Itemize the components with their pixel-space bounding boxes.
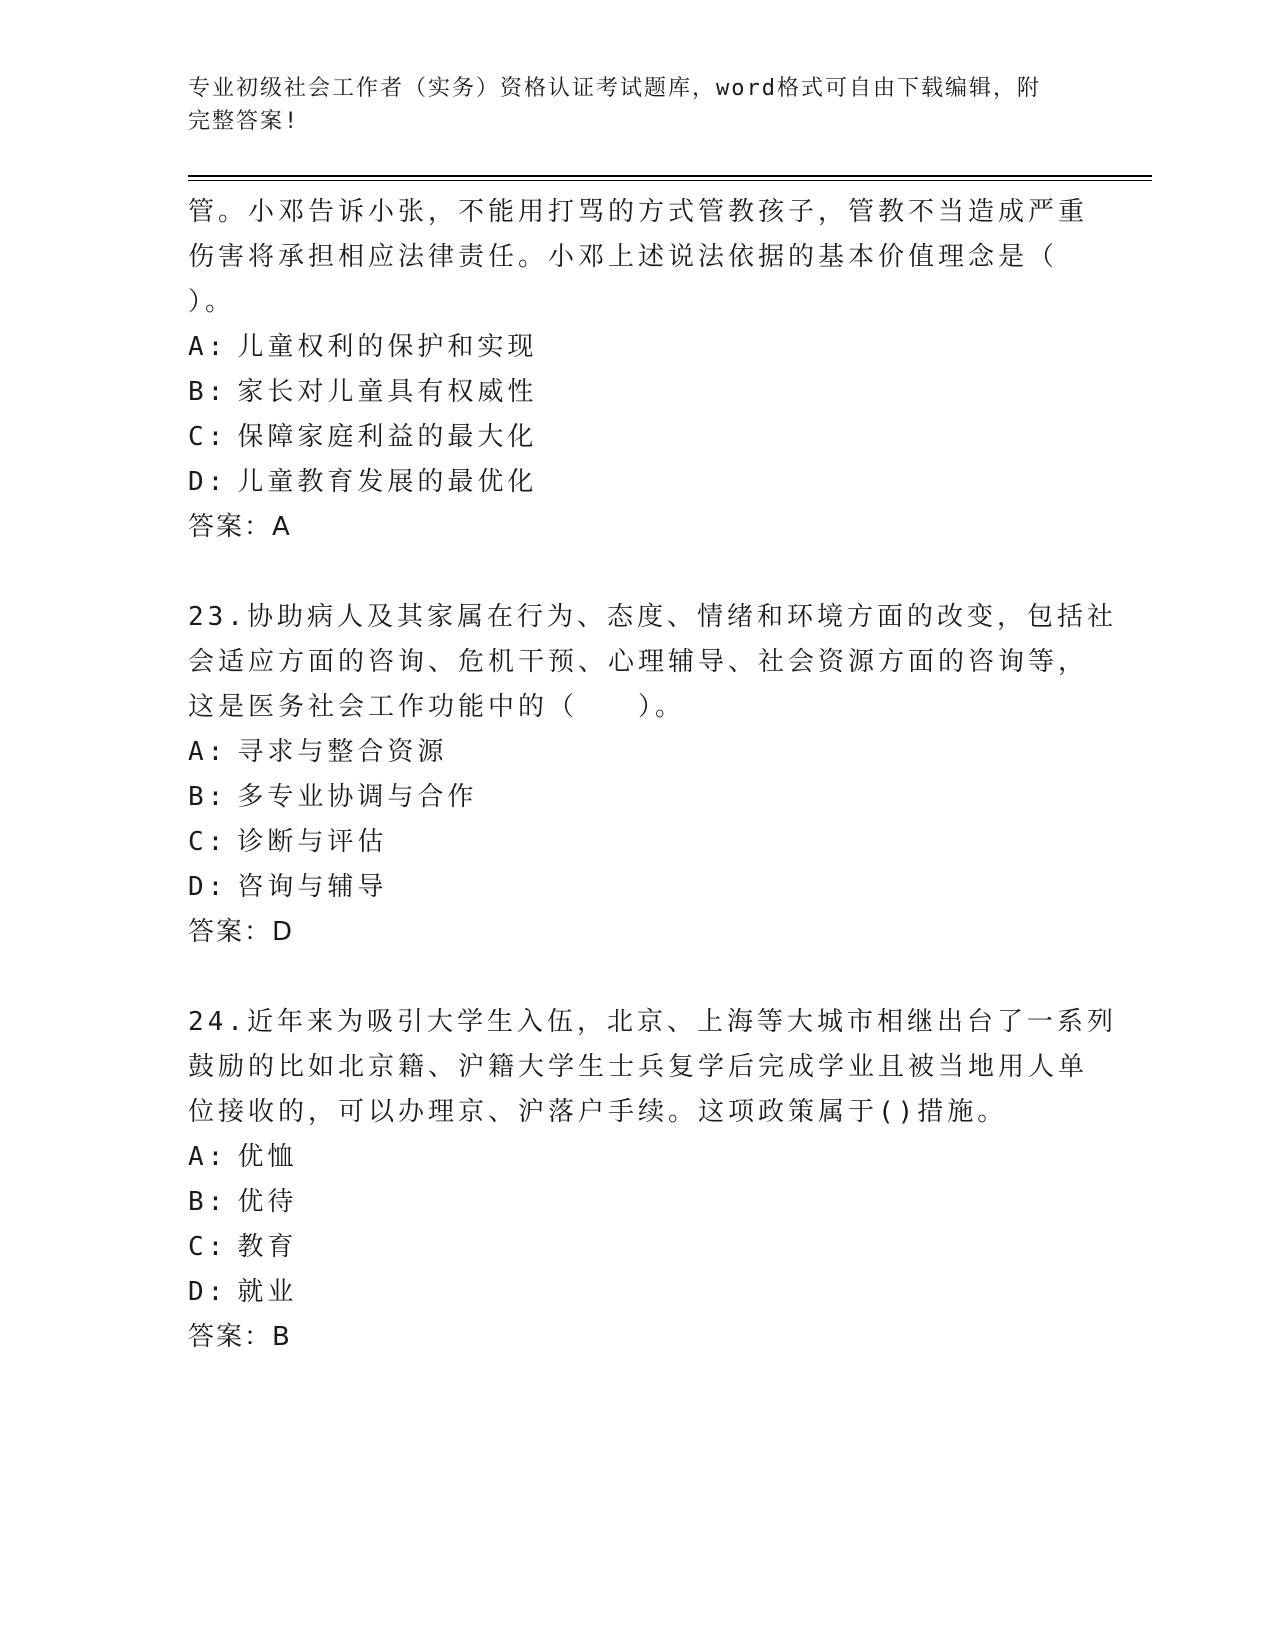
option-d (188, 1270, 1088, 1315)
question-text-line: 23.协助病人及其家属在行为、态度、情绪和环境方面的改变，包括社 (188, 602, 1117, 632)
option-text: 优待 (237, 1187, 298, 1217)
option-text: 寻求与整合资源 (237, 737, 448, 767)
option-c (188, 415, 1088, 460)
answer-line: 答案：A (188, 512, 292, 542)
question-block (188, 190, 1088, 550)
option-d (188, 865, 1088, 910)
spacer (188, 550, 1088, 595)
question-text-line: 鼓励的比如北京籍、沪籍大学生士兵复学后完成学业且被当地用人单 (188, 1052, 1089, 1082)
question-block (188, 1000, 1117, 1360)
question-text-line: 管。小邓告诉小张，不能用打骂的方式管教孩子，管教不当造成严重 (188, 197, 1089, 227)
option-key: A: (188, 1142, 228, 1172)
option-key: D: (188, 1277, 228, 1307)
question-text-line: ）。 (188, 287, 236, 317)
option-a (188, 325, 1088, 370)
option-b (188, 370, 1088, 415)
header-line-2: 完整答案! (188, 109, 300, 134)
option-text: 儿童权利的保护和实现 (237, 332, 538, 362)
question-text-line: 会适应方面的咨询、危机干预、心理辅导、社会资源方面的咨询等， (188, 647, 1089, 677)
option-key: C: (188, 1232, 228, 1262)
option-text: 儿童教育发展的最优化 (237, 467, 538, 497)
option-text: 多专业协调与合作 (237, 782, 478, 812)
option-text: 家长对儿童具有权威性 (237, 377, 538, 407)
answer-line: 答案：B (188, 1322, 292, 1352)
answer-line: 答案：D (188, 917, 295, 947)
question-text-line: 伤害将承担相应法律责任。小邓上述说法依据的基本价值理念是（ (188, 242, 1059, 272)
header-rule-thick (188, 175, 1152, 177)
option-key: B: (188, 782, 228, 812)
header-line-1: 专业初级社会工作者（实务）资格认证考试题库，word格式可自由下载编辑，附 (188, 76, 1041, 101)
option-c (188, 1225, 1088, 1270)
option-key: D: (188, 467, 228, 497)
option-text: 教育 (237, 1232, 298, 1262)
option-key: C: (188, 422, 228, 452)
option-key: D: (188, 872, 228, 902)
option-b (188, 775, 1088, 820)
question-text-line: 24.近年来为吸引大学生入伍，北京、上海等大城市相继出台了一系列 (188, 1007, 1117, 1037)
option-key: A: (188, 737, 228, 767)
option-key: A: (188, 332, 228, 362)
question-list (188, 190, 1117, 1360)
option-key: C: (188, 827, 228, 857)
option-key: B: (188, 1187, 228, 1217)
question-text-line: 位接收的，可以办理京、沪落户手续。这项政策属于()措施。 (188, 1097, 1008, 1127)
option-text: 诊断与评估 (237, 827, 388, 857)
option-key: B: (188, 377, 228, 407)
question-text-line: 这是医务社会工作功能中的（ ）。 (188, 692, 686, 722)
option-b (188, 1180, 1088, 1225)
question-block (188, 595, 1117, 955)
spacer (188, 955, 1088, 1000)
option-text: 咨询与辅导 (237, 872, 388, 902)
option-d (188, 460, 1088, 505)
option-text: 保障家庭利益的最大化 (237, 422, 538, 452)
option-c (188, 820, 1088, 865)
option-text: 优恤 (237, 1142, 298, 1172)
option-a (188, 730, 1088, 775)
option-text: 就业 (237, 1277, 298, 1307)
page-header (188, 72, 1088, 138)
option-a (188, 1135, 1088, 1180)
header-rule-thin (188, 180, 1152, 181)
